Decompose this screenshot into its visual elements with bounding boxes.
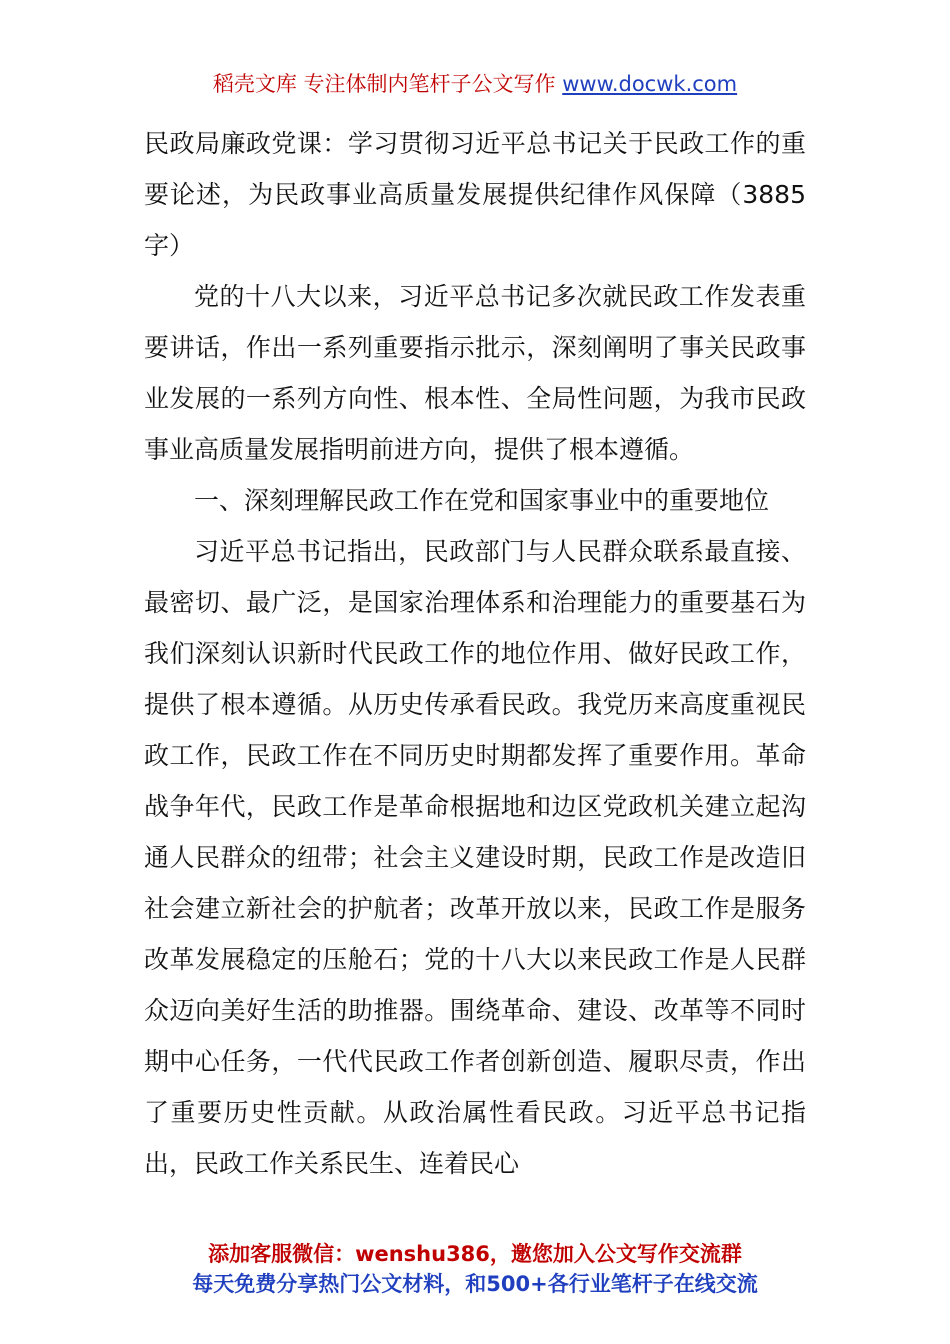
paragraph-section-1: 习近平总书记指出，民政部门与人民群众联系最直接、最密切、最广泛，是国家治理体系和治理能力的重要基石为我们深刻认识新时代民政工作的地位作用、做好民政工作，提供了根本遵循。从历史传承看民政。我党历来高度重视民政工作，民政工作在不同历史时期都发挥了重要作用。革命战争年代，民政工作是革命根据地和边区党政机关建立起沟通人民群众的纽带；社会主义建设时期，民政工作是改造旧社会建立新社会的护航者；改革开放以来，民政工作是服务改革发展稳定的压舱石；党的十八大以来民政工作是人民群众迈向美好生活的助推器。围绕革命、建设、改革等不同时期中心任务，一代代民政工作者创新创造、履职尽责，作出了重要历史性贡献。从政治属性看民政。习近平总书记指出，民政工作关系民生、连着民心 [144, 537, 806, 1178]
document-body [144, 118, 806, 1189]
section-heading-1: 一、深刻理解民政工作在党和国家事业中的重要地位 [194, 486, 770, 515]
page-header [0, 68, 950, 100]
page-footer [0, 1239, 950, 1299]
paragraph-intro: 党的十八大以来，习近平总书记多次就民政工作发表重要讲话，作出一系列重要指示批示，深刻阐明了事关民政事业发展的一系列方向性、根本性、全局性问题，为我市民政事业高质量发展指明前进方向，提供了根本遵循。 [144, 282, 806, 464]
document-title: 民政局廉政党课：学习贯彻习近平总书记关于民政工作的重要论述，为民政事业高质量发展提供纪律作风保障（3885字） [144, 129, 806, 260]
footer-wechat-line: 添加客服微信：wenshu386，邀您加入公文写作交流群 [208, 1242, 742, 1266]
footer-share-line: 每天免费分享热门公文材料，和500+各行业笔杆子在线交流 [192, 1272, 758, 1296]
brand-text: 稻壳文库 专注体制内笔杆子公文写作 [212, 72, 563, 96]
site-link[interactable]: www.docwk.com [562, 72, 738, 96]
